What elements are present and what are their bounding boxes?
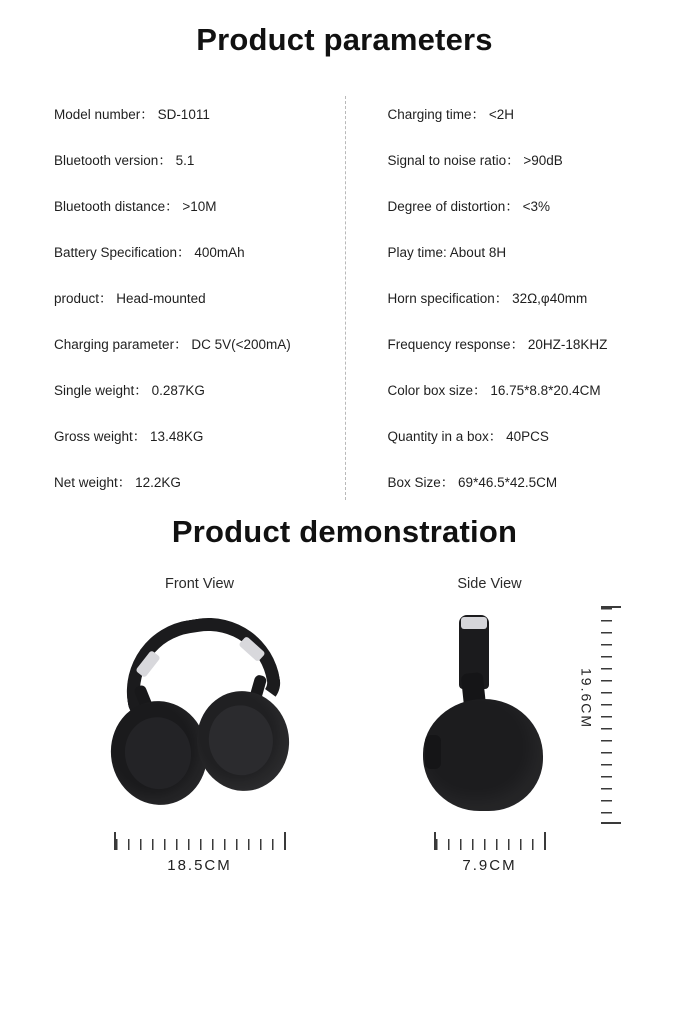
param-label: Quantity in a box：	[387, 429, 503, 444]
side-width-label: 7.9CM	[462, 857, 517, 874]
side-height-label: 19.6CM	[578, 668, 595, 730]
param-value: 16.75*8.8*20.4CM	[490, 383, 601, 398]
headphone-side-illustration	[415, 613, 565, 813]
ruler-ticks	[436, 839, 544, 850]
param-label: Box Size：	[387, 475, 455, 490]
product-demonstration-title: Product demonstration	[171, 514, 518, 549]
param-row	[388, 230, 650, 276]
param-value: 13.48KG	[150, 429, 204, 444]
param-value: 20HZ-18KHZ	[527, 337, 608, 352]
headphone-front-illustration	[105, 613, 295, 813]
param-row	[54, 322, 352, 368]
ruler-ticks	[116, 839, 284, 850]
param-value: <3%	[522, 199, 550, 214]
param-label: Play time:	[387, 245, 447, 260]
front-width-label: 18.5CM	[167, 857, 232, 874]
param-row	[54, 414, 352, 460]
front-view-image	[55, 598, 345, 828]
param-value: About 8H	[449, 245, 507, 260]
param-row	[54, 460, 352, 506]
side-view-item	[345, 576, 635, 874]
column-divider	[345, 96, 346, 500]
param-label: Net weight：	[54, 475, 132, 490]
headband-slider-side	[461, 617, 487, 629]
param-value: SD-1011	[157, 107, 210, 122]
side-width-ruler	[434, 832, 546, 850]
param-value: >10M	[182, 199, 217, 214]
param-row	[388, 92, 650, 138]
param-label: Battery Specification：	[54, 245, 191, 260]
hinge-detail-side	[425, 735, 441, 769]
param-label: Horn specification：	[387, 291, 509, 306]
param-label: Bluetooth distance：	[54, 199, 179, 214]
param-row	[54, 230, 352, 276]
param-label: Frequency response：	[387, 337, 525, 352]
parameters-column-left	[54, 92, 352, 506]
ruler-ticks-vertical	[601, 608, 612, 822]
param-row	[54, 276, 352, 322]
parameters-column-right	[352, 92, 650, 506]
param-label: Gross weight：	[54, 429, 147, 444]
param-row	[388, 368, 650, 414]
param-value: 5.1	[175, 153, 195, 168]
param-row	[388, 184, 650, 230]
side-height-ruler	[601, 606, 621, 824]
param-value: 40PCS	[506, 429, 549, 444]
param-row	[54, 138, 352, 184]
param-row	[388, 322, 650, 368]
side-view-caption: Side View	[457, 576, 522, 592]
param-label: product：	[54, 291, 113, 306]
param-value: 400mAh	[194, 245, 245, 260]
product-parameters-title: Product parameters	[196, 22, 493, 57]
front-view-item	[55, 576, 345, 874]
param-row	[54, 184, 352, 230]
param-label: Bluetooth version：	[54, 153, 172, 168]
param-value: 0.287KG	[151, 383, 205, 398]
product-demonstration-gallery	[0, 576, 689, 874]
param-label: Charging time：	[387, 107, 486, 122]
param-row	[388, 138, 650, 184]
param-label: Single weight：	[54, 383, 148, 398]
param-value: Head-mounted	[116, 291, 206, 306]
param-label: Signal to noise ratio：	[387, 153, 520, 168]
param-row	[54, 92, 352, 138]
param-value: 32Ω,φ40mm	[512, 291, 588, 306]
front-width-ruler	[114, 832, 286, 850]
param-label: Color box size：	[387, 383, 487, 398]
param-row	[388, 414, 650, 460]
param-value: 12.2KG	[135, 475, 181, 490]
parameters-table	[0, 92, 689, 506]
param-row	[388, 460, 650, 506]
param-label: Model number：	[54, 107, 154, 122]
ear-cup-side	[423, 699, 543, 811]
param-value: <2H	[488, 107, 514, 122]
param-label: Degree of distortion：	[387, 199, 519, 214]
param-value: >90dB	[523, 153, 563, 168]
front-view-caption: Front View	[164, 576, 235, 592]
param-row	[388, 276, 650, 322]
param-row	[54, 368, 352, 414]
param-label: Charging parameter：	[54, 337, 188, 352]
param-value: 69*46.5*42.5CM	[458, 475, 558, 490]
param-value: DC 5V(<200mA)	[191, 337, 291, 352]
